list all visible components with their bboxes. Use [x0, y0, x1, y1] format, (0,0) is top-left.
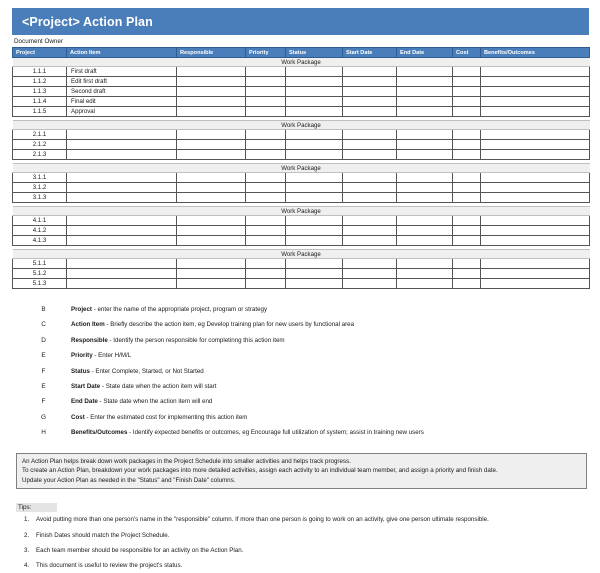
table-cell-benefits[interactable]	[481, 259, 590, 269]
table-cell-end_date[interactable]	[397, 226, 453, 236]
table-cell-benefits[interactable]	[481, 226, 590, 236]
table-cell-priority[interactable]	[246, 140, 286, 150]
table-cell-benefits[interactable]	[481, 216, 590, 226]
work-package-separator-row	[13, 164, 590, 173]
table-cell-priority[interactable]	[246, 130, 286, 140]
table-cell-action_item[interactable]	[67, 140, 177, 150]
action-plan-table	[12, 47, 590, 289]
tip-number: 4.	[24, 561, 30, 569]
table-cell-benefits[interactable]	[481, 236, 590, 246]
table-cell-priority[interactable]	[246, 279, 286, 289]
table-row	[13, 77, 590, 87]
table-cell-status[interactable]	[286, 216, 343, 226]
info-box	[16, 453, 587, 490]
legend-description: - Enter H/M/L	[92, 352, 132, 360]
table-cell-priority[interactable]	[246, 67, 286, 77]
legend-description: - Enter Complete, Started, or Not Started	[89, 367, 204, 375]
table-row	[13, 150, 590, 160]
table-cell-project[interactable]: 3.1.2	[13, 183, 67, 193]
table-cell-project[interactable]: 4.1.2	[13, 226, 67, 236]
legend-term: Project	[71, 306, 92, 313]
table-row	[13, 173, 590, 183]
legend-key: D	[41, 336, 46, 344]
table-column-header-priority[interactable]: Priority	[246, 48, 286, 58]
table-cell-start_date[interactable]	[343, 216, 397, 226]
table-cell-benefits[interactable]	[481, 183, 590, 193]
table-row	[13, 67, 590, 77]
table-cell-cost[interactable]	[453, 173, 481, 183]
table-cell-responsible[interactable]	[177, 140, 246, 150]
legend-definition	[71, 306, 589, 313]
work-package-label: Work Package	[13, 164, 590, 173]
table-cell-benefits[interactable]	[481, 279, 590, 289]
table-cell-project[interactable]: 1.1.5	[13, 107, 67, 117]
table-row	[13, 140, 590, 150]
table-cell-cost[interactable]	[453, 107, 481, 117]
table-cell-responsible[interactable]	[177, 236, 246, 246]
table-cell-cost[interactable]	[453, 97, 481, 107]
table-cell-project[interactable]: 5.1.3	[13, 279, 67, 289]
table-row	[13, 259, 590, 269]
table-row	[13, 269, 590, 279]
tip-number: 3.	[24, 546, 30, 554]
table-cell-cost[interactable]	[453, 130, 481, 140]
table-cell-benefits[interactable]	[481, 269, 590, 279]
table-cell-status[interactable]	[286, 269, 343, 279]
table-cell-priority[interactable]	[246, 183, 286, 193]
legend-key: C	[41, 321, 46, 329]
table-column-header-status[interactable]: Status	[286, 48, 343, 58]
table-cell-start_date[interactable]	[343, 193, 397, 203]
table-cell-cost[interactable]	[453, 140, 481, 150]
table-cell-cost[interactable]	[453, 77, 481, 87]
legend-key: E	[41, 382, 46, 390]
legend-row	[16, 429, 589, 444]
legend-term: Start Date	[71, 382, 101, 390]
table-cell-start_date[interactable]	[343, 269, 397, 279]
legend-key: F	[41, 367, 46, 375]
table-cell-cost[interactable]	[453, 150, 481, 160]
table-cell-cost[interactable]	[453, 279, 481, 289]
tips-label: Tips:	[16, 503, 57, 512]
legend-term: Cost	[71, 413, 85, 421]
legend-row	[16, 368, 589, 383]
legend-description: - Identify expected benefits or outcomes, eg Encourage full utilization of system; assist in training new users	[127, 429, 424, 437]
table-header-row	[13, 48, 590, 58]
table-row	[13, 130, 590, 140]
table-cell-action_item[interactable]: First draft	[67, 67, 177, 77]
legend-key: B	[41, 306, 46, 313]
table-row	[13, 236, 590, 246]
table-column-header-action_item[interactable]: Action Item	[67, 48, 177, 58]
table-cell-action_item[interactable]	[67, 226, 177, 236]
table-body	[13, 58, 590, 289]
table-cell-cost[interactable]	[453, 67, 481, 77]
table-cell-start_date[interactable]	[343, 279, 397, 289]
work-package-separator-row	[13, 121, 590, 130]
table-row	[13, 193, 590, 203]
tips-section	[16, 503, 589, 573]
table-cell-start_date[interactable]	[343, 259, 397, 269]
table-cell-action_item[interactable]	[67, 236, 177, 246]
table-cell-responsible[interactable]	[177, 173, 246, 183]
list-item	[16, 543, 589, 558]
info-box-line-1: An Action Plan helps break down work packages in the Project Schedule into smaller activities and helps track progress.	[22, 457, 351, 465]
table-row	[13, 97, 590, 107]
legend-description: - State date when the action item will end	[97, 398, 213, 406]
table-cell-responsible[interactable]	[177, 150, 246, 160]
legend-description: - enter the name of the appropriate project, program or strategy	[91, 306, 268, 313]
table-cell-end_date[interactable]	[397, 193, 453, 203]
table-column-header-end_date[interactable]: End Date	[397, 48, 453, 58]
table-column-header-responsible[interactable]: Responsible	[177, 48, 246, 58]
legend-key: E	[41, 352, 46, 360]
table-cell-end_date[interactable]	[397, 77, 453, 87]
table-cell-start_date[interactable]	[343, 67, 397, 77]
tip-text: Avoid putting more than one person's name in the "responsible" column. If more than one person is going to work on an activity, give one person ultimate responsible.	[36, 516, 489, 524]
table-cell-responsible[interactable]	[177, 67, 246, 77]
table-row	[13, 279, 590, 289]
work-package-separator-row	[13, 207, 590, 216]
table-cell-benefits[interactable]	[481, 77, 590, 87]
legend-key: F	[41, 398, 46, 406]
table-cell-end_date[interactable]	[397, 140, 453, 150]
table-cell-action_item[interactable]	[67, 269, 177, 279]
table-cell-end_date[interactable]	[397, 150, 453, 160]
table-cell-status[interactable]	[286, 140, 343, 150]
table-cell-benefits[interactable]	[481, 173, 590, 183]
table-cell-project[interactable]: 1.1.2	[13, 77, 67, 87]
table-cell-status[interactable]	[286, 130, 343, 140]
legend-definition	[71, 337, 589, 344]
document-owner-row	[12, 35, 589, 47]
table-cell-benefits[interactable]	[481, 140, 590, 150]
list-item	[16, 512, 589, 527]
table-cell-responsible[interactable]	[177, 97, 246, 107]
table-cell-end_date[interactable]	[397, 216, 453, 226]
legend-description: - Briefly describe the action item, eg Develop training plan for new users by functional area	[104, 321, 355, 329]
table-cell-end_date[interactable]	[397, 259, 453, 269]
table-cell-project[interactable]: 1.1.1	[13, 67, 67, 77]
table-cell-priority[interactable]	[246, 97, 286, 107]
table-cell-responsible[interactable]	[177, 269, 246, 279]
table-cell-project[interactable]: 4.1.3	[13, 236, 67, 246]
table-cell-status[interactable]	[286, 259, 343, 269]
legend-row	[16, 337, 589, 352]
table-column-header-project[interactable]: Project	[13, 48, 67, 58]
legend-definition	[71, 398, 589, 405]
legend-key: H	[41, 429, 46, 437]
table-cell-status[interactable]	[286, 77, 343, 87]
table-cell-priority[interactable]	[246, 150, 286, 160]
table-cell-cost[interactable]	[453, 269, 481, 279]
table-cell-end_date[interactable]	[397, 87, 453, 97]
table-cell-status[interactable]	[286, 173, 343, 183]
table-cell-responsible[interactable]	[177, 279, 246, 289]
table-cell-start_date[interactable]	[343, 130, 397, 140]
legend-description: - State date when the action item will start	[100, 382, 217, 390]
legend-row	[16, 306, 589, 321]
table-cell-project[interactable]: 5.1.2	[13, 269, 67, 279]
table-header	[13, 48, 590, 58]
table-row	[13, 183, 590, 193]
table-cell-status[interactable]	[286, 193, 343, 203]
table-cell-status[interactable]	[286, 97, 343, 107]
document-title-bar	[12, 8, 589, 35]
legend-row	[16, 352, 589, 367]
table-row	[13, 216, 590, 226]
table-cell-priority[interactable]	[246, 77, 286, 87]
table-cell-cost[interactable]	[453, 183, 481, 193]
legend-definition	[71, 321, 589, 328]
table-cell-benefits[interactable]	[481, 87, 590, 97]
work-package-label: Work Package	[13, 207, 590, 216]
legend-definition	[71, 352, 589, 359]
table-cell-priority[interactable]	[246, 216, 286, 226]
work-package-label: Work Package	[13, 58, 590, 67]
table-cell-project[interactable]: 2.1.1	[13, 130, 67, 140]
table-cell-responsible[interactable]	[177, 77, 246, 87]
document-sheet	[12, 8, 589, 573]
table-cell-priority[interactable]	[246, 269, 286, 279]
legend-definition	[71, 429, 589, 436]
table-cell-action_item[interactable]	[67, 216, 177, 226]
table-cell-cost[interactable]	[453, 259, 481, 269]
info-box-line-3: Update your Action Plan as needed in the "Status" and "Finish Date" columns.	[22, 476, 236, 484]
table-cell-responsible[interactable]	[177, 130, 246, 140]
table-cell-cost[interactable]	[453, 236, 481, 246]
table-cell-status[interactable]	[286, 236, 343, 246]
page-title: <Project> Action Plan	[22, 14, 153, 29]
table-cell-project[interactable]: 3.1.1	[13, 173, 67, 183]
work-package-separator-row	[13, 58, 590, 67]
table-cell-end_date[interactable]	[397, 279, 453, 289]
document-owner-label: Document Owner	[14, 37, 63, 45]
table-cell-project[interactable]: 1.1.4	[13, 97, 67, 107]
table-cell-project[interactable]: 5.1.1	[13, 259, 67, 269]
table-cell-status[interactable]	[286, 150, 343, 160]
legend-row	[16, 383, 589, 398]
table-cell-action_item[interactable]: Approval	[67, 107, 177, 117]
column-definitions-legend	[16, 306, 589, 445]
table-cell-action_item[interactable]	[67, 193, 177, 203]
legend-definition	[71, 414, 589, 421]
table-cell-end_date[interactable]	[397, 107, 453, 117]
table-cell-project[interactable]: 2.1.2	[13, 140, 67, 150]
legend-description: - Enter the estimated cost for implementing this action item	[84, 413, 248, 421]
table-cell-priority[interactable]	[246, 107, 286, 117]
table-column-header-cost[interactable]: Cost	[453, 48, 481, 58]
table-cell-action_item[interactable]	[67, 150, 177, 160]
table-cell-benefits[interactable]	[481, 107, 590, 117]
table-cell-status[interactable]	[286, 107, 343, 117]
legend-definition	[71, 368, 589, 375]
work-package-separator-row	[13, 250, 590, 259]
table-cell-benefits[interactable]	[481, 193, 590, 203]
table-row	[13, 226, 590, 236]
table-cell-benefits[interactable]	[481, 67, 590, 77]
tips-list	[16, 512, 589, 573]
table-cell-priority[interactable]	[246, 226, 286, 236]
table-cell-cost[interactable]	[453, 226, 481, 236]
table-cell-responsible[interactable]	[177, 107, 246, 117]
table-column-header-benefits[interactable]: Benefits/Outcomes	[481, 48, 590, 58]
legend-term: Action Item	[71, 321, 105, 329]
table-cell-priority[interactable]	[246, 193, 286, 203]
table-cell-action_item[interactable]	[67, 183, 177, 193]
table-cell-action_item[interactable]	[67, 259, 177, 269]
work-package-label: Work Package	[13, 121, 590, 130]
table-cell-end_date[interactable]	[397, 173, 453, 183]
table-cell-project[interactable]: 3.1.3	[13, 193, 67, 203]
table-cell-action_item[interactable]: Second draft	[67, 87, 177, 97]
tip-number: 2.	[24, 531, 30, 539]
list-item	[16, 527, 589, 542]
table-cell-priority[interactable]	[246, 259, 286, 269]
table-cell-end_date[interactable]	[397, 67, 453, 77]
table-cell-end_date[interactable]	[397, 130, 453, 140]
list-item	[16, 558, 589, 573]
tip-text: Finish Dates should match the Project Schedule.	[36, 531, 170, 539]
table-cell-start_date[interactable]	[343, 87, 397, 97]
table-cell-responsible[interactable]	[177, 226, 246, 236]
table-cell-responsible[interactable]	[177, 183, 246, 193]
legend-row	[16, 321, 589, 336]
legend-description: - Identify the person responsible for completinng this action item	[107, 336, 285, 344]
legend-row	[16, 398, 589, 413]
legend-definition	[71, 383, 589, 390]
table-cell-priority[interactable]	[246, 236, 286, 246]
table-cell-start_date[interactable]	[343, 150, 397, 160]
table-cell-responsible[interactable]	[177, 259, 246, 269]
table-cell-cost[interactable]	[453, 87, 481, 97]
table-cell-project[interactable]: 1.1.3	[13, 87, 67, 97]
table-column-header-start_date[interactable]: Start Date	[343, 48, 397, 58]
table-cell-end_date[interactable]	[397, 97, 453, 107]
table-cell-action_item[interactable]	[67, 173, 177, 183]
table-cell-status[interactable]	[286, 87, 343, 97]
legend-term: Benefits/Outcomes	[71, 429, 128, 437]
legend-key: G	[41, 413, 46, 421]
table-cell-start_date[interactable]	[343, 107, 397, 117]
table-row	[13, 107, 590, 117]
legend-term: Responsible	[71, 336, 108, 344]
table-cell-priority[interactable]	[246, 87, 286, 97]
table-cell-action_item[interactable]: Edit first draft	[67, 77, 177, 87]
table-cell-priority[interactable]	[246, 173, 286, 183]
table-cell-end_date[interactable]	[397, 183, 453, 193]
table-cell-action_item[interactable]: Final edit	[67, 97, 177, 107]
legend-term: Priority	[71, 352, 93, 360]
table-cell-benefits[interactable]	[481, 150, 590, 160]
table-cell-status[interactable]	[286, 226, 343, 236]
table-row	[13, 87, 590, 97]
table-cell-start_date[interactable]	[343, 236, 397, 246]
table-cell-project[interactable]: 2.1.3	[13, 150, 67, 160]
table-cell-end_date[interactable]	[397, 236, 453, 246]
legend-term: Status	[71, 367, 90, 375]
table-cell-responsible[interactable]	[177, 87, 246, 97]
table-cell-start_date[interactable]	[343, 77, 397, 87]
table-cell-responsible[interactable]	[177, 193, 246, 203]
work-package-label: Work Package	[13, 250, 590, 259]
table-cell-cost[interactable]	[453, 193, 481, 203]
table-cell-action_item[interactable]	[67, 279, 177, 289]
table-cell-benefits[interactable]	[481, 97, 590, 107]
table-cell-action_item[interactable]	[67, 130, 177, 140]
table-cell-benefits[interactable]	[481, 130, 590, 140]
table-cell-start_date[interactable]	[343, 183, 397, 193]
table-cell-status[interactable]	[286, 67, 343, 77]
table-cell-end_date[interactable]	[397, 269, 453, 279]
info-box-line-2: To create an Action Plan, breakdown your work packages into more detailed activities, assign each activity to an individual team member, and assign a priority and finish date.	[22, 467, 498, 475]
table-cell-status[interactable]	[286, 183, 343, 193]
table-cell-status[interactable]	[286, 279, 343, 289]
table-cell-responsible[interactable]	[177, 216, 246, 226]
table-cell-project[interactable]: 4.1.1	[13, 216, 67, 226]
table-cell-start_date[interactable]	[343, 97, 397, 107]
table-cell-start_date[interactable]	[343, 173, 397, 183]
legend-row	[16, 414, 589, 429]
table-cell-cost[interactable]	[453, 216, 481, 226]
legend-term: End Date	[71, 398, 98, 406]
tip-text: This document is useful to review the project's status.	[36, 561, 183, 569]
table-cell-start_date[interactable]	[343, 226, 397, 236]
tip-number: 1.	[24, 516, 30, 524]
table-cell-start_date[interactable]	[343, 140, 397, 150]
tip-text: Each team member should be responsible for an activity on the Action Plan.	[36, 546, 244, 554]
